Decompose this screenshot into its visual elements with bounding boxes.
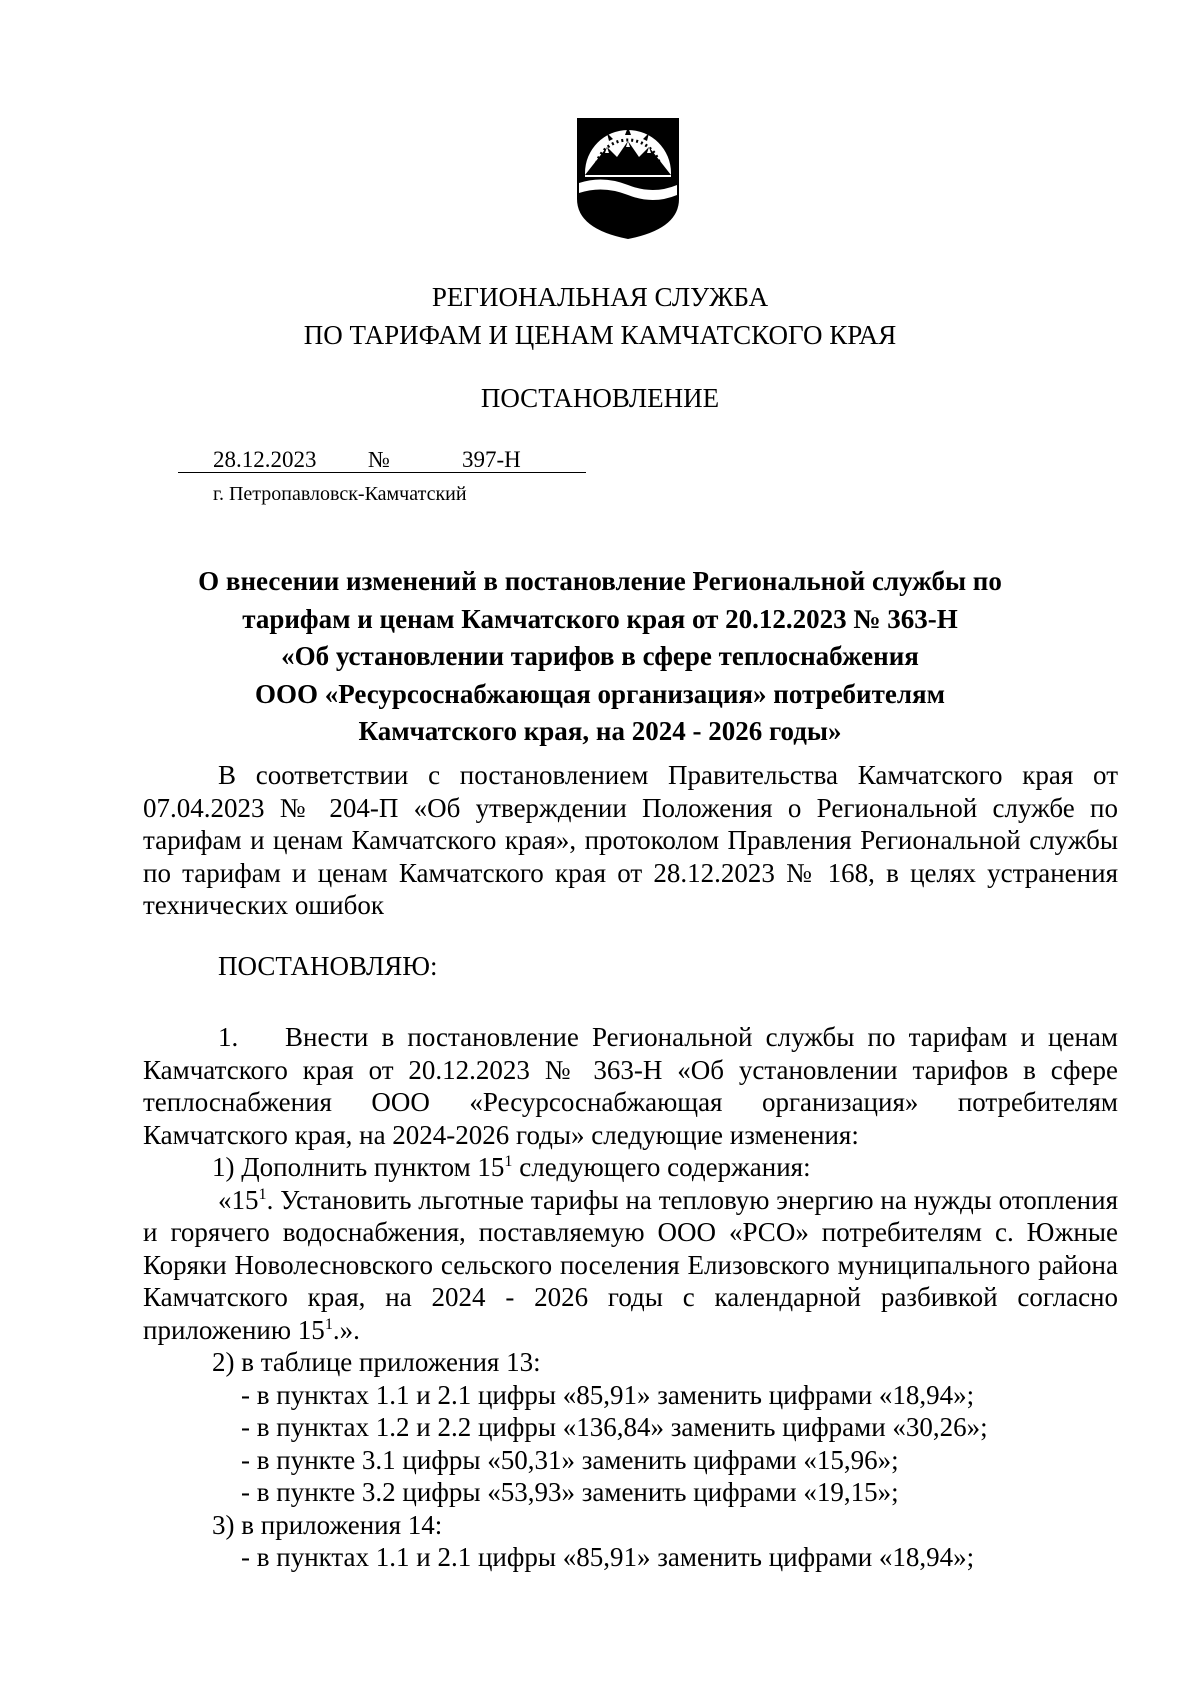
preamble-text: В соответствии с постановлением Правительства Камчатского края от 07.04.2023 № 204-П «Об утверждении Положения о Региональной службе по тарифам и ценам Камчатского края», протоколом Правления Региональной службы по тарифам и ценам Камчатского края от 28.12.2023 № 168, в целях устранения технических ошибок (143, 760, 1118, 920)
clause-1-text: Внести в постановление Региональной службы по тарифам и ценам Камчатского края от 20.12.2023 № 363-Н «Об установлении тарифов в сфере теплоснабжения ООО «Ресурсоснабжающая организация» потребителям Камчатского края, на 2024-2026 годы» следующие изменения: (143, 1022, 1118, 1150)
item-2-sub-2: - в пунктах 1.2 и 2.2 цифры «136,84» заменить цифрами «30,26»; (241, 1412, 988, 1442)
title-line2: тарифам и ценам Камчатского края от 20.12.2023 № 363-Н (242, 603, 958, 634)
quote-open: «15 (218, 1184, 259, 1215)
document-number: 397-Н (462, 447, 521, 472)
item-2-lead: 2) в таблице приложения 13: (212, 1347, 541, 1377)
quote-text: . Установить льготные тарифы на тепловую энергию на нужды отопления и горячего водоснабжения, поставляемую ООО «РСО» потребителям с. Южные Коряки Новолесновского сельского поселения Елизовского муниципального района Камчатского края, на 2024 - 2026 годы с календарной разбивкой согласно приложению 15 (143, 1184, 1118, 1345)
quote-superscript-1: 1 (258, 1184, 267, 1203)
document-type: ПОСТАНОВЛЕНИЕ (480, 383, 720, 413)
item-1-lead: 1) Дополнить пунктом 15 (212, 1152, 505, 1182)
quote-superscript-2: 1 (324, 1314, 333, 1333)
document-title (0, 563, 1200, 751)
kamchatka-coat-of-arms (573, 113, 683, 241)
title-line4: ООО «Ресурсоснабжающая организация» потребителям (254, 678, 946, 709)
clause-1 (143, 1021, 1118, 1574)
item-2-sub-4: - в пункте 3.2 цифры «53,93» заменить цифрами «19,15»; (241, 1477, 899, 1507)
item-1-tail: следующего содержания: (512, 1152, 811, 1182)
agency-name-line1: РЕГИОНАЛЬНАЯ СЛУЖБА (431, 282, 769, 312)
title-line1: О внесении изменений в постановление Региональной службы по (198, 566, 1002, 596)
quote-close: .». (332, 1314, 360, 1345)
item-2-sub-1: - в пунктах 1.1 и 2.1 цифры «85,91» заменить цифрами «18,94»; (241, 1379, 975, 1410)
item-1-superscript: 1 (504, 1152, 513, 1170)
document-date: 28.12.2023 (213, 447, 317, 472)
item-3-lead: 3) в приложения 14: (212, 1509, 443, 1540)
agency-name-line2: ПО ТАРИФАМ И ЦЕНАМ КАМЧАТСКОГО КРАЯ (303, 320, 897, 350)
title-line3: «Об установлении тарифов в сфере теплоснабжения (281, 641, 919, 671)
number-sign: № (368, 447, 390, 472)
decree-word: ПОСТАНОВЛЯЮ: (218, 951, 438, 981)
clause-1-paragraph (143, 1021, 1118, 1151)
title-line5: Камчатского края, на 2024 - 2026 годы» (358, 716, 842, 746)
agency-name (0, 278, 1200, 354)
item-1 (143, 1151, 1118, 1184)
item-2-sub-3: - в пункте 3.1 цифры «50,31» заменить цифрами «15,96»; (241, 1444, 899, 1475)
item-1-quote (143, 1184, 1118, 1347)
city-name: г. Петропавловск-Камчатский (213, 483, 467, 505)
item-3-sub-1: - в пунктах 1.1 и 2.1 цифры «85,91» заменить цифрами «18,94»; (241, 1542, 975, 1572)
preamble-paragraph (143, 759, 1118, 922)
clause-1-number: 1. (218, 1022, 239, 1052)
